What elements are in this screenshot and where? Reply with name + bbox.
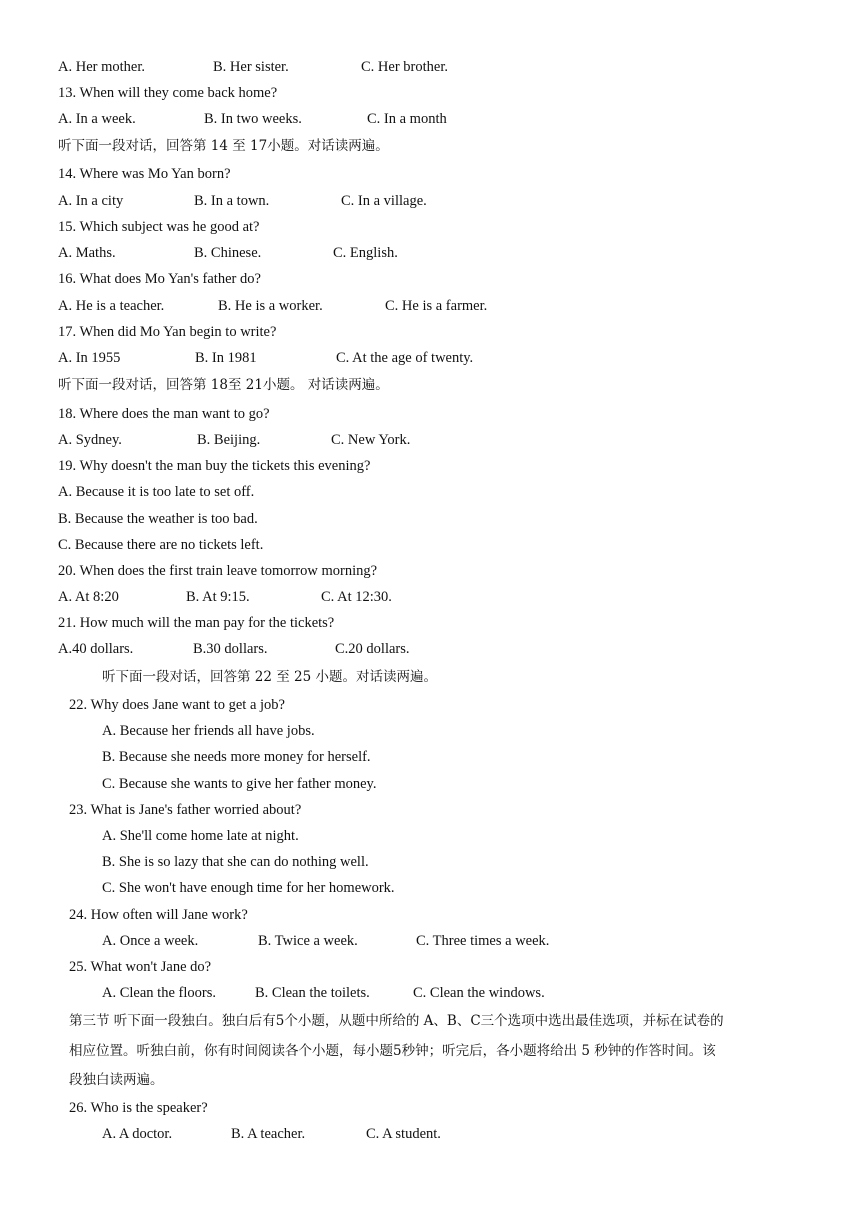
option-b: B. At 9:15. <box>186 589 250 605</box>
option-a: A. Once a week. <box>102 933 199 949</box>
option-a: A. In a week. <box>58 111 136 127</box>
option-a: A. Because it is too late to set off. <box>58 484 255 500</box>
option-a: A. Sydney. <box>58 432 122 448</box>
question-23: 23. What is Jane's father worried about? <box>69 802 302 818</box>
section3-line-2: 相应位置。听独白前，你有时间阅读各个小题，每小题5秒钟；听完后，各小题将给出 5 秒钟的作答时间。该 <box>69 1043 716 1059</box>
option-c: C. He is a farmer. <box>385 298 488 314</box>
option-a: A. He is a teacher. <box>58 298 165 314</box>
option-b: B. Beijing. <box>197 432 261 448</box>
option-b: B. Chinese. <box>194 245 262 261</box>
option-a: A. She'll come home late at night. <box>102 828 299 844</box>
option-a: A. Maths. <box>58 245 116 261</box>
question-15: 15. Which subject was he good at? <box>58 219 260 235</box>
question-21: 21. How much will the man pay for the tickets? <box>58 615 335 631</box>
option-b: B. Her sister. <box>213 59 289 75</box>
option-a: A. At 8:20 <box>58 589 119 605</box>
option-b: B. Because the weather is too bad. <box>58 511 258 527</box>
question-13: 13. When will they come back home? <box>58 85 278 101</box>
option-c: C. At the age of twenty. <box>336 350 474 366</box>
option-c: C. In a month <box>367 111 447 127</box>
question-14: 14. Where was Mo Yan born? <box>58 166 231 182</box>
option-a: A. Clean the floors. <box>102 985 216 1001</box>
option-b: B. A teacher. <box>231 1126 306 1142</box>
question-26: 26. Who is the speaker? <box>69 1100 208 1116</box>
option-c: C. Her brother. <box>361 59 448 75</box>
option-c: C.20 dollars. <box>335 641 410 657</box>
option-c: C. A student. <box>366 1126 441 1142</box>
option-a: A. In a city <box>58 193 124 209</box>
option-c: C. She won't have enough time for her homework. <box>102 880 395 896</box>
option-b: B. Because she needs more money for herself. <box>102 749 371 765</box>
option-c: C. English. <box>333 245 398 261</box>
option-c: C. In a village. <box>341 193 427 209</box>
option-b: B. She is so lazy that she can do nothing well. <box>102 854 369 870</box>
option-a: A.40 dollars. <box>58 641 134 657</box>
instruction-22-25: 听下面一段对话，回答第 22 至 25 小题。对话读两遍。 <box>102 669 438 685</box>
question-19: 19. Why doesn't the man buy the tickets this evening? <box>58 458 371 474</box>
question-18: 18. Where does the man want to go? <box>58 406 270 422</box>
option-a: A. In 1955 <box>58 350 121 366</box>
section3-line-1: 第三节 听下面一段独白。独白后有5个小题，从题中所给的 A、B、C三个选项中选出最佳选项，并标在试卷的 <box>69 1013 724 1029</box>
question-24: 24. How often will Jane work? <box>69 907 248 923</box>
option-c: C. Because she wants to give her father money. <box>102 776 377 792</box>
option-c: C. New York. <box>331 432 411 448</box>
option-b: B. In 1981 <box>195 350 257 366</box>
option-b: B.30 dollars. <box>193 641 268 657</box>
option-c: C. Because there are no tickets left. <box>58 537 264 553</box>
option-a: A. Because her friends all have jobs. <box>102 723 315 739</box>
option-c: C. At 12:30. <box>321 589 392 605</box>
instruction-14-17: 听下面一段对话，回答第 14 至 17小题。对话读两遍。 <box>58 138 389 154</box>
option-b: B. In two weeks. <box>204 111 302 127</box>
option-b: B. He is a worker. <box>218 298 323 314</box>
option-b: B. Clean the toilets. <box>255 985 370 1001</box>
instruction-18-21: 听下面一段对话，回答第 18至 21小题。 对话读两遍。 <box>58 377 389 393</box>
section3-line-3: 段独白读两遍。 <box>69 1072 164 1088</box>
option-b: B. In a town. <box>194 193 270 209</box>
option-c: C. Clean the windows. <box>413 985 545 1001</box>
option-c: C. Three times a week. <box>416 933 550 949</box>
option-a: A. Her mother. <box>58 59 145 75</box>
question-22: 22. Why does Jane want to get a job? <box>69 697 285 713</box>
option-a: A. A doctor. <box>102 1126 173 1142</box>
question-25: 25. What won't Jane do? <box>69 959 212 975</box>
question-17: 17. When did Mo Yan begin to write? <box>58 324 277 340</box>
option-b: B. Twice a week. <box>258 933 358 949</box>
question-16: 16. What does Mo Yan's father do? <box>58 271 261 287</box>
question-20: 20. When does the first train leave tomorrow morning? <box>58 563 378 579</box>
